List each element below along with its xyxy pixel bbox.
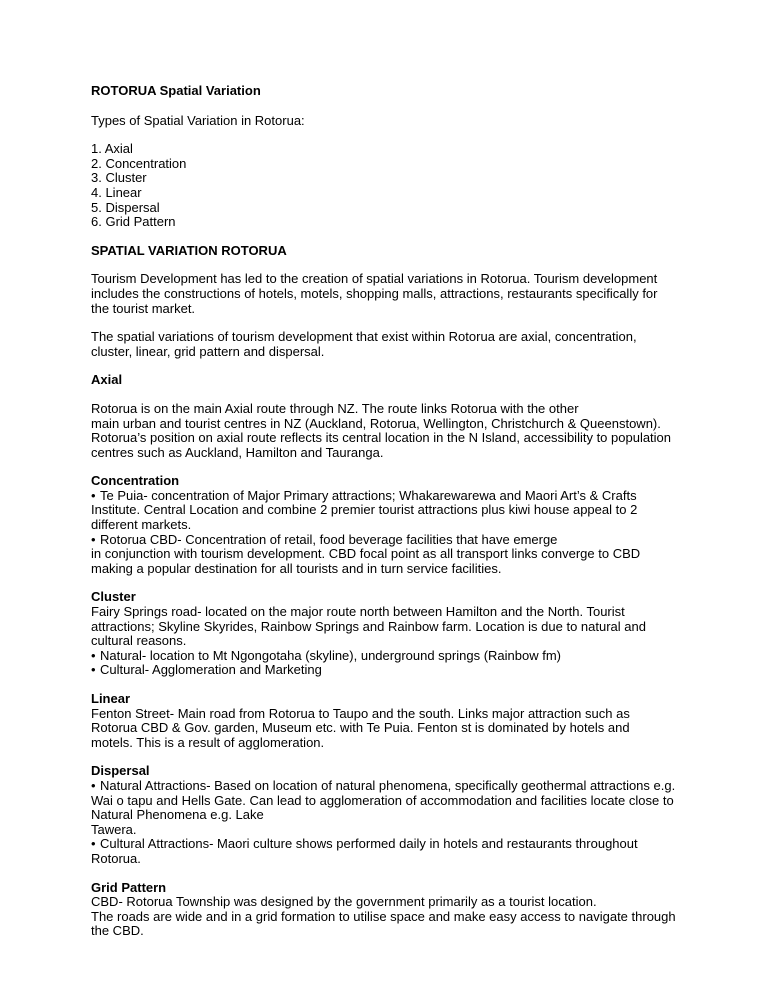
cluster-heading: Cluster (91, 589, 136, 605)
text-line: different markets. (91, 517, 192, 533)
dispersal-heading: Dispersal (91, 763, 150, 779)
list-item: 6. Grid Pattern (91, 214, 176, 230)
text-line: main urban and tourist centres in NZ (Auckland, Rotorua, Wellington, Christchurch & Queenstown). (91, 415, 661, 431)
text-line: cluster, linear, grid pattern and dispersal. (91, 343, 325, 359)
concentration-section (91, 474, 686, 576)
bullet-item: • Te Puia- concentration of Major Primary attractions; Whakarewarewa and Maori Art’s & Crafts (91, 487, 637, 503)
text-line: The roads are wide and in a grid formation to utilise space and make easy access to navigate through (91, 908, 676, 924)
bullet-icon: • (91, 836, 96, 852)
list-item: 4. Linear (91, 184, 142, 200)
text-line: attractions; Skyline Skyrides, Rainbow Springs and Rainbow farm. Location is due to natural and (91, 618, 646, 634)
text-line: the CBD. (91, 923, 144, 939)
text-line: Tourism Development has led to the creation of spatial variations in Rotorua. Tourism development (91, 271, 658, 287)
types-list (91, 142, 686, 230)
text-line: Rotorua. (91, 850, 141, 866)
grid-heading: Grid Pattern (91, 879, 167, 895)
variations-paragraph (91, 330, 686, 359)
text-line: Fairy Springs road- located on the major route north between Hamilton and the North. Tourist (91, 604, 625, 620)
bullet-icon: • (91, 531, 96, 547)
text-line: Institute. Central Location and combine 2 premier tourist attractions plus kiwi house appeal to 2 (91, 502, 638, 518)
text-line: in conjunction with tourism development. CBD focal point as all transport links converge to CBD (91, 546, 641, 562)
document-title: ROTORUA Spatial Variation (91, 83, 261, 98)
types-intro: Types of Spatial Variation in Rotorua: (91, 112, 305, 128)
text-line: Tawera. (91, 821, 137, 837)
grid-section (91, 881, 686, 939)
text-line: making a popular destination for all tourists and in turn service facilities. (91, 560, 502, 576)
list-item: 3. Cluster (91, 170, 147, 186)
text-line: motels. This is a result of agglomeration. (91, 734, 325, 750)
bullet-item: • Natural- location to Mt Ngongotaha (skyline), underground springs (Rainbow fm) (91, 647, 561, 663)
axial-heading: Axial (91, 372, 123, 388)
bullet-item: • Cultural Attractions- Maori culture shows performed daily in hotels and restaurants throughout (91, 836, 638, 852)
text-line: includes the constructions of hotels, motels, shopping malls, attractions, restaurants specifically for (91, 285, 658, 301)
bullet-item: • Rotorua CBD- Concentration of retail, food beverage facilities that have emerge (91, 531, 558, 547)
text-line: Rotorua’s position on axial route reflects its central location in the N Island, accessibility to population (91, 430, 672, 446)
text-line: The spatial variations of tourism development that exist within Rotorua are axial, concentration, (91, 329, 637, 345)
bullet-icon: • (91, 777, 96, 793)
bullet-icon: • (91, 662, 96, 678)
bullet-icon: • (91, 647, 96, 663)
text-line: Fenton Street- Main road from Rotorua to Taupo and the south. Links major attraction such as (91, 705, 630, 721)
bullet-icon: • (91, 487, 96, 503)
text-line: centres such as Auckland, Hamilton and Tauranga. (91, 444, 384, 460)
text-line: Wai o tapu and Hells Gate. Can lead to agglomeration of accommodation and facilities locate close to (91, 792, 674, 808)
cluster-section (91, 590, 686, 678)
text-line: cultural reasons. (91, 633, 187, 649)
bullet-item: • Cultural- Agglomeration and Marketing (91, 662, 322, 678)
axial-paragraph (91, 402, 686, 460)
concentration-heading: Concentration (91, 473, 180, 489)
text-line: the tourist market. (91, 300, 196, 316)
text-line: Rotorua is on the main Axial route through NZ. The route links Rotorua with the other (91, 400, 579, 416)
main-heading: SPATIAL VARIATION ROTORUA (91, 242, 287, 258)
linear-section (91, 692, 686, 750)
list-item: 5. Dispersal (91, 199, 160, 215)
linear-heading: Linear (91, 691, 131, 706)
bullet-item: • Natural Attractions- Based on location of natural phenomena, specifically geothermal attractions e.g. (91, 777, 676, 793)
text-line: CBD- Rotorua Township was designed by the government primarily as a tourist location. (91, 894, 597, 910)
list-item: 2. Concentration (91, 155, 187, 171)
dispersal-section (91, 764, 686, 866)
text-line: Natural Phenomena e.g. Lake (91, 807, 264, 823)
intro-paragraph (91, 272, 686, 316)
list-item: 1. Axial (91, 141, 133, 157)
document-page (91, 84, 686, 953)
text-line: Rotorua CBD & Gov. garden, Museum etc. with Te Puia. Fenton st is dominated by hotels and (91, 720, 630, 736)
